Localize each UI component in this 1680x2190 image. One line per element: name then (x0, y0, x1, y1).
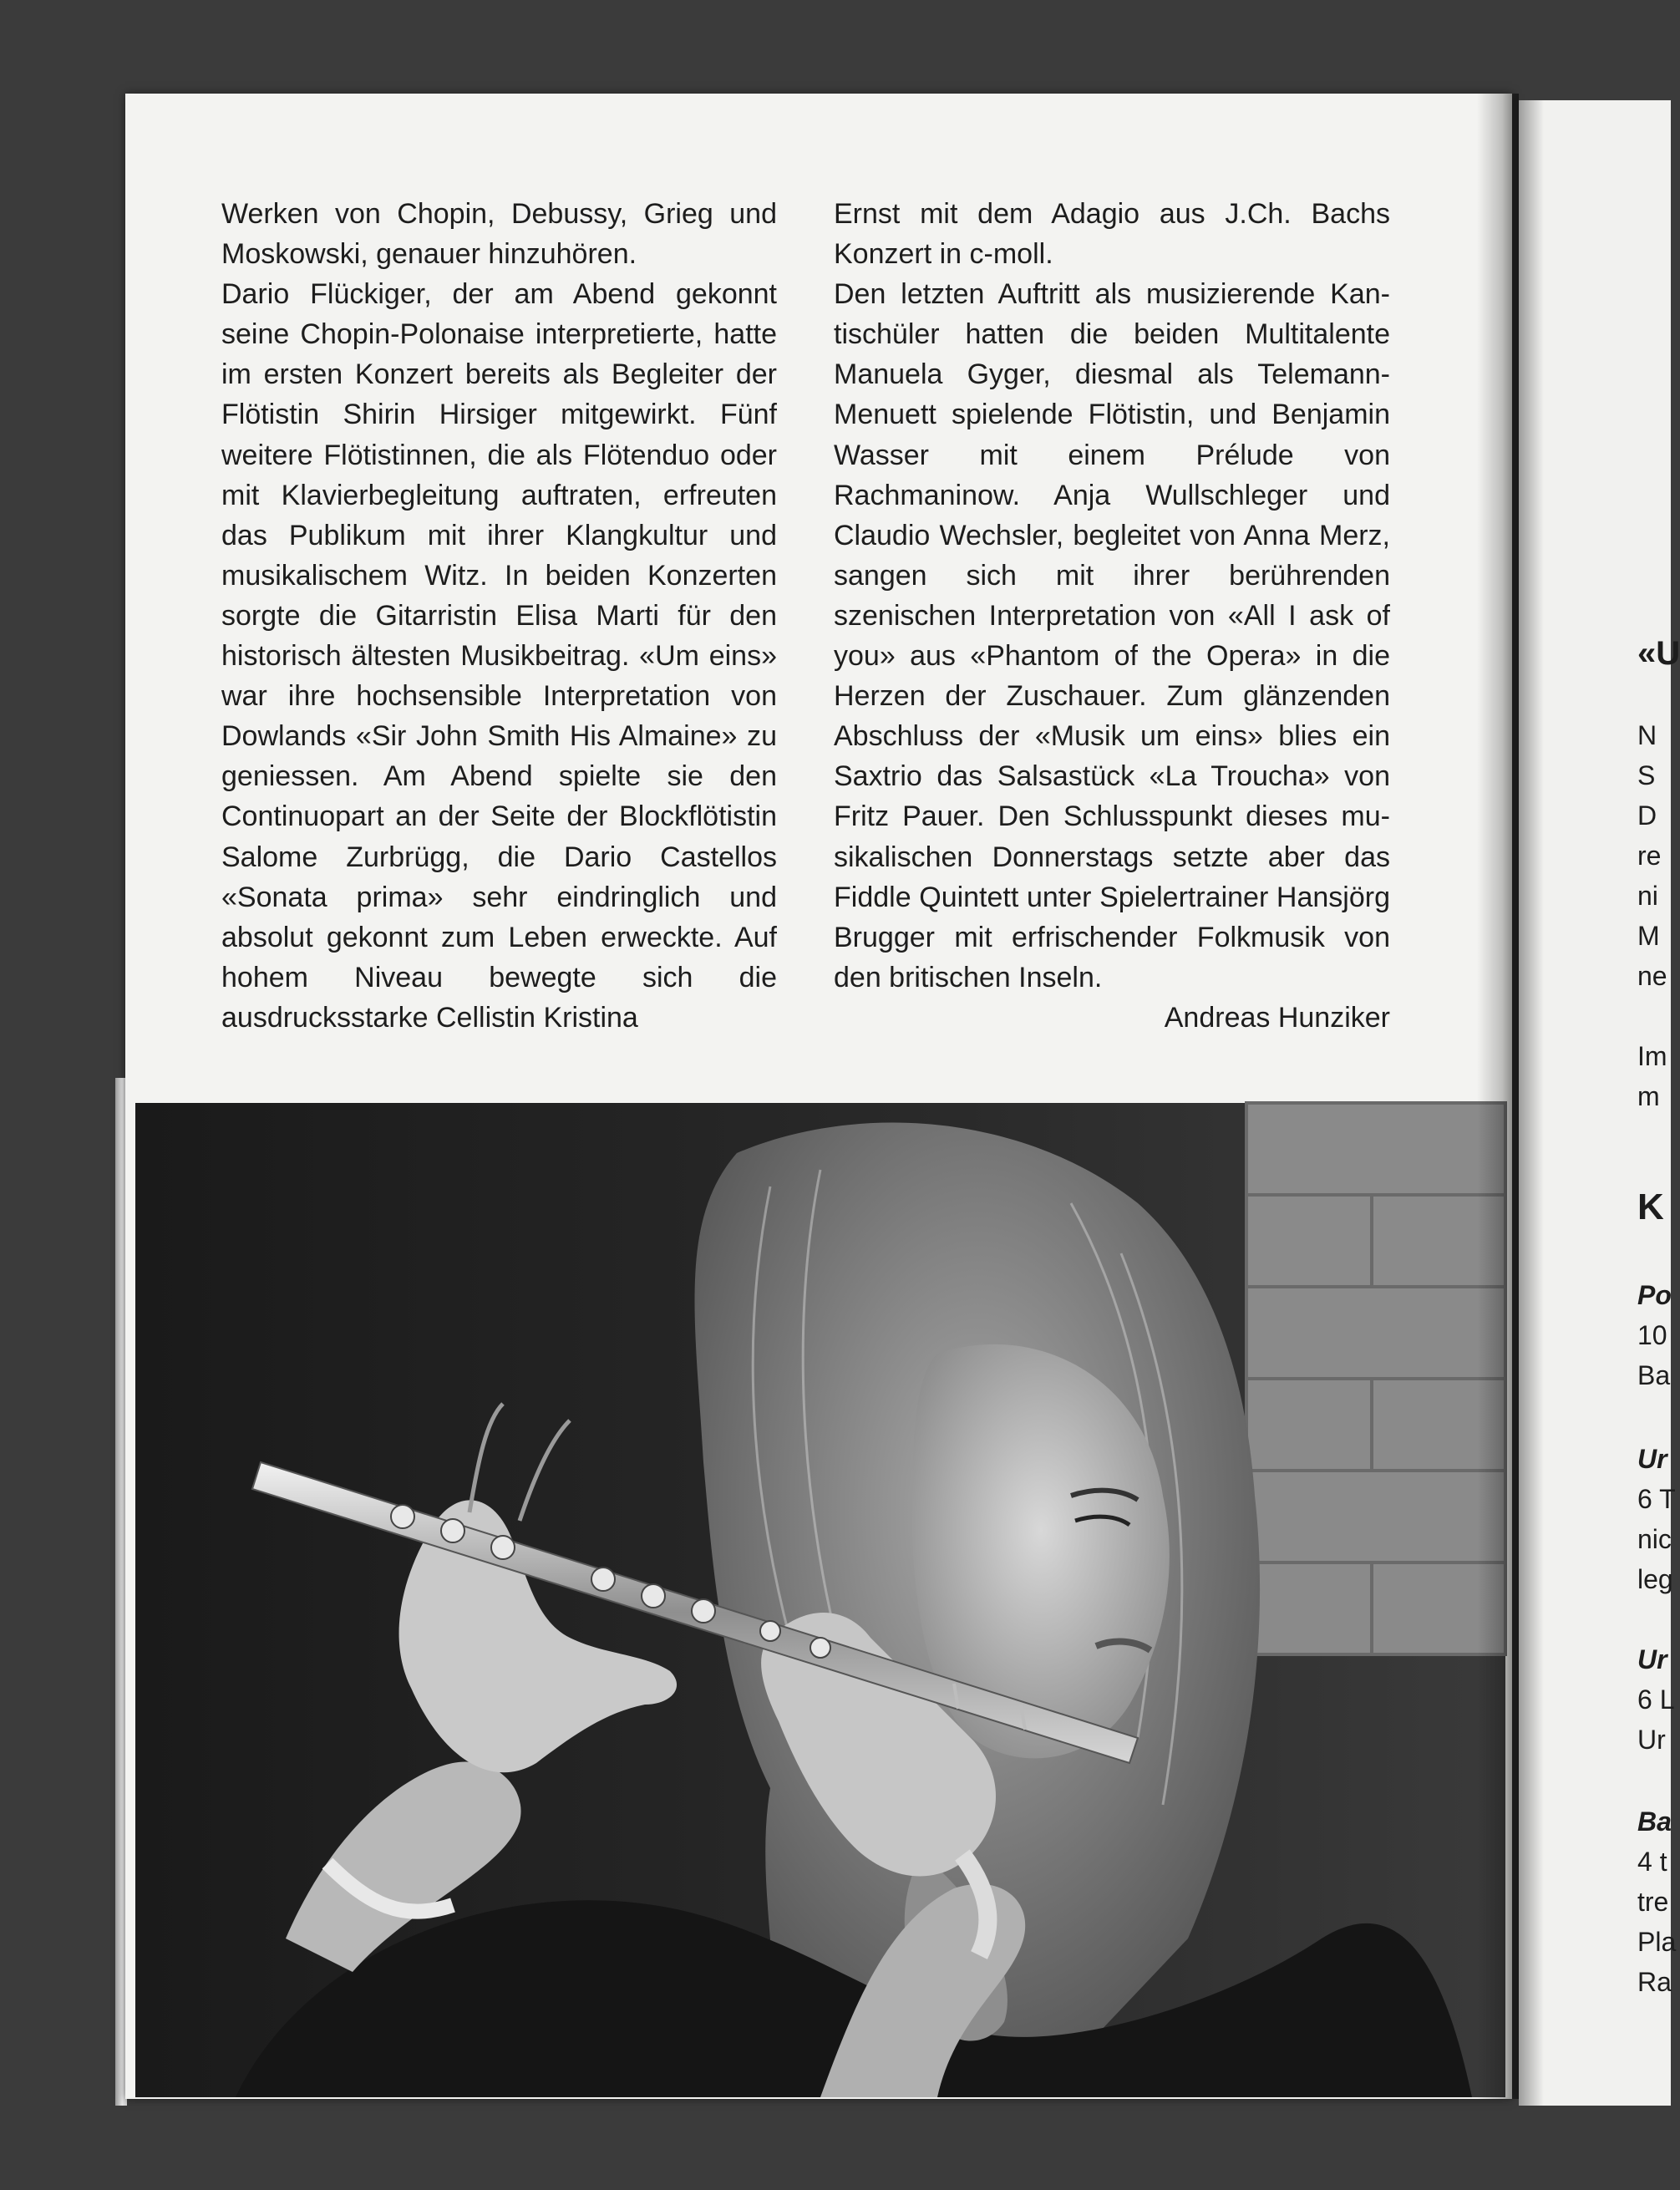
right-page-line: 10 (1637, 1320, 1667, 1350)
right-page-subheading: Po (1637, 1280, 1672, 1310)
right-page-subheading: Ur (1637, 1644, 1667, 1674)
flutist-photo-drawing (135, 1103, 1505, 2097)
right-page-line: tre (1637, 1887, 1669, 1917)
paragraph: Den letzten Auftritt als musizierende Kantischüler hatten die beiden Multitalente Manuela Gyger, diesmal als Telemann-Menuett spielende Flötistin, und Benjamin Wasser mit einem Prélude von Rachmaninow. Anja Wullschleger und Claudio Wechsler, begleitet von Anna Merz, sangen sich mit ihrer berührenden szenischen Interpretation von «All I ask of you» aus «Phantom of the Opera» in die Herzen der Zuschauer. Zum glänzenden Abschluss der «Musik um eins» blies ein Saxtrio das Salsastück «La Troucha» von Fritz Pauer. Den Schlusspunkt dieses musikalischen Donnerstags setzte aber das Fiddle Quintett unter Spielertrainer Hansjörg Brugger mit erfrischender Folkmusik von den britischen Inseln. (834, 278, 1390, 993)
right-page-line: m (1637, 1081, 1660, 1111)
right-page-line: 4 t (1637, 1847, 1667, 1877)
right-page-subheading: Ur (1637, 1444, 1667, 1474)
right-page-line: leg (1637, 1564, 1673, 1594)
right-page-quote-start: «U (1637, 635, 1680, 672)
right-page-line: ne (1637, 961, 1667, 991)
right-page-line: Pla (1637, 1927, 1677, 1957)
book-gutter (1477, 94, 1519, 2099)
flutist-photo (135, 1103, 1505, 2097)
right-page-line: D (1637, 800, 1657, 831)
author-signature: Andreas Hunziker (1164, 1001, 1390, 1034)
right-page-shadow (1519, 100, 1544, 2106)
right-page-line: re (1637, 841, 1662, 871)
right-page-subheading: Ba (1637, 1806, 1672, 1837)
paragraph: Werken von Chopin, Debussy, Grieg und Moskowski, genauer hinzuhören. (221, 198, 777, 271)
right-page-line: 6 T (1637, 1484, 1676, 1514)
right-page-line: 6 L (1637, 1684, 1675, 1715)
right-page-line: nic (1637, 1524, 1672, 1554)
text-column-right (834, 194, 1390, 1038)
paragraph: Dario Flückiger, der am Abend gekonnt seine Chopin-Polonaise interpretierte, hatte im ersten Konzert bereits als Begleiter der Flötistin Shirin Hirsiger mitgewirkt. Fünf weitere Flötistinnen, die als Flötenduo oder mit Klavierbegleitung auftraten, erfreuten das Publikum mit ihrer Klangkultur und musikalischem Witz. In beiden Konzerten sorgte die Gitarristin Elisa Marti für den historisch ältesten Musikbeitrag. «Um eins» war ihre hochsensible Interpretation von Dowlands «Sir John Smith His Almaine» zu geniessen. Am Abend spielte sie den Continuopart an der Seite der Blockflötistin Salome Zurbrügg, die Dario Castellos «Sonata prima» sehr eindringlich und absolut gekonnt zum Leben erweckte. Auf hohem Niveau bewegte sich die ausdrucksstarke Cellistin Kristina (221, 278, 777, 1034)
right-page-line: Ba (1637, 1360, 1671, 1390)
right-page-line: ni (1637, 881, 1658, 911)
right-page-line: Ur (1637, 1725, 1666, 1755)
right-page-line: N (1637, 720, 1657, 750)
right-page-heading: K (1637, 1186, 1664, 1227)
paragraph: Ernst mit dem Adagio aus J.Ch. Bachs Konzert in c-moll. (834, 198, 1390, 271)
right-page-line: S (1637, 760, 1656, 790)
right-page-line: M (1637, 921, 1660, 951)
right-page-line: Ra (1637, 1967, 1672, 1997)
text-column-left (221, 194, 777, 1038)
right-page-line: Im (1637, 1041, 1667, 1071)
